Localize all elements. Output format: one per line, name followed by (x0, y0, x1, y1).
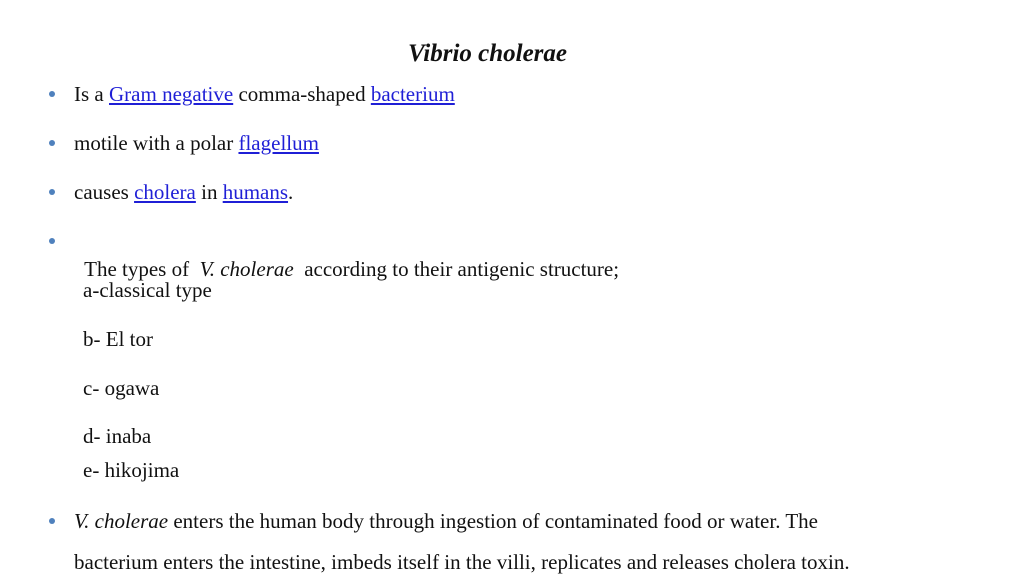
bullet-motile (74, 129, 319, 157)
humans-link[interactable]: humans (222, 180, 289, 204)
flagellum-link[interactable]: flagellum (238, 131, 319, 155)
bullet-text: causes (74, 180, 135, 204)
bullet-transmission (74, 507, 818, 535)
type-item: a-classical type (83, 278, 212, 302)
bullet-text: in (195, 180, 223, 204)
bullet-types (74, 227, 619, 283)
type-item: d- inaba (83, 424, 152, 448)
bullet-text: enters the human body through ingestion of contaminated food or water. The (168, 509, 818, 533)
bullet-text: motile with a polar (74, 131, 239, 155)
bullet-dot (49, 140, 55, 146)
cholera-link[interactable]: cholera (134, 180, 196, 204)
bullet-causes-cholera (74, 178, 293, 206)
bullet-dot (49, 91, 55, 97)
page-title: Vibrio cholerae (407, 40, 568, 67)
gram-negative-link[interactable]: Gram negative (109, 82, 234, 106)
bullet-dot (49, 238, 55, 244)
bullet-text: Is a (74, 82, 109, 106)
bullet-text: according to their antigenic structure; (293, 257, 620, 281)
bullet-text: The types of (84, 257, 200, 281)
bullet-text: . (288, 180, 294, 204)
species-name: V. cholerae (199, 257, 294, 281)
type-item: b- El tor (83, 327, 153, 351)
bullet-dot (49, 518, 55, 524)
bullet-transmission-continued: bacterium enters the intestine, imbeds itself in the villi, replicates and releases cholera toxin. (74, 550, 850, 574)
bacterium-link[interactable]: bacterium (370, 82, 455, 106)
bullet-dot (49, 189, 55, 195)
type-item: e- hikojima (83, 458, 180, 482)
bullet-text: comma-shaped (233, 82, 371, 106)
bullet-gram-negative (74, 80, 455, 108)
type-item: c- ogawa (83, 376, 160, 400)
species-name: V. cholerae (74, 509, 169, 533)
